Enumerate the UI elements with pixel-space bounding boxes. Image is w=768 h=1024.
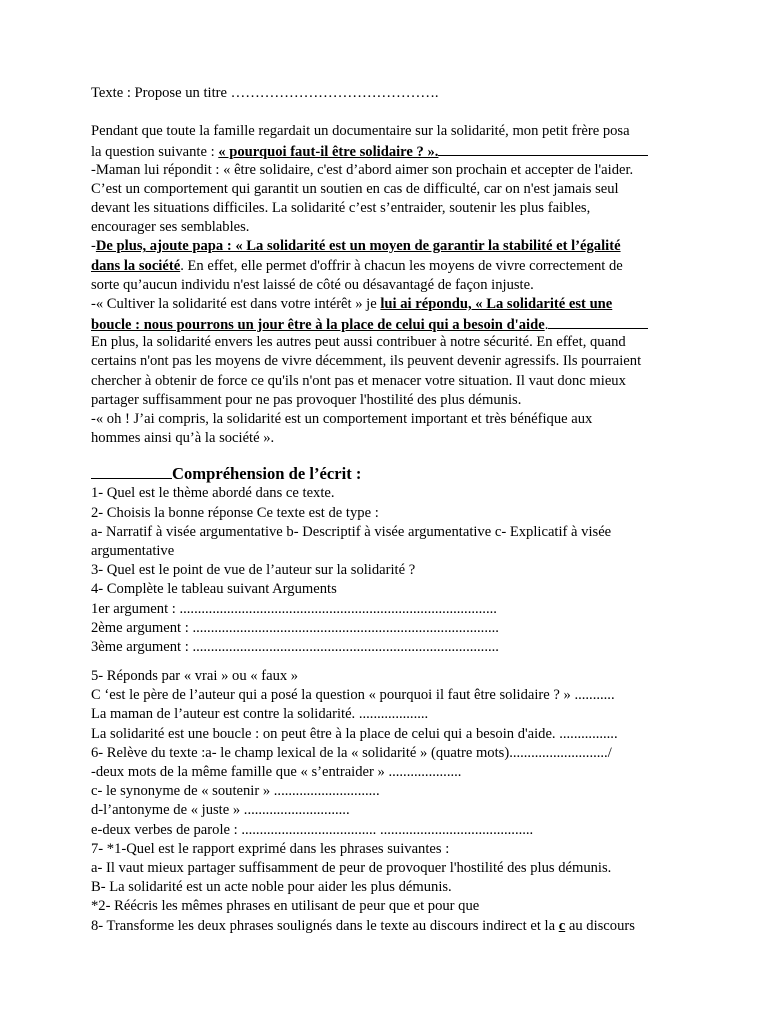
argument-2-line: 2ème argument : .................................................................................... [91, 619, 499, 636]
spacer [91, 657, 681, 667]
text-line: En plus, la solidarité envers les autres peut aussi contribuer à notre sécurité. En effet, quand [91, 334, 626, 351]
question-7-2: *2- Réécris les mêmes phrases en utilisant de peur que et pour que [91, 898, 480, 915]
underline-rule [548, 314, 648, 329]
text-line: sorte qu’aucun individu n'est laissé de côté ou désavantagé de façon injuste. [91, 276, 534, 293]
question-1: 1- Quel est le thème abordé dans ce texte. [91, 485, 335, 502]
question-6-b: -deux mots de la même famille que « s’entraider » .................... [91, 764, 462, 780]
question-2-options-cont: argumentative [91, 542, 175, 559]
text-segment: au discours [565, 917, 635, 934]
text-line: C’est un comportement qui garantit un soutien en cas de difficulté, car on n'est jamais seul [91, 180, 619, 197]
question-5-statement: La maman de l’auteur est contre la solidarité. ................... [91, 706, 429, 723]
text-line: devant les situations difficiles. La solidarité c’est s’entraider, soutenir les plus faibles, [91, 199, 591, 216]
text-line [91, 314, 681, 333]
question-8 [91, 917, 681, 936]
question-5: 5- Réponds par « vrai » ou « faux » [91, 668, 299, 685]
text-segment: . [544, 317, 549, 334]
text-line [91, 141, 681, 160]
question-2-options: a- Narratif à visée argumentative b- Descriptif à visée argumentative c- Explicatif à visée [91, 523, 612, 540]
underlined-sentence-2-end: boucle : nous pourrons un jour être à la place de celui qui a besoin d'aide [91, 317, 545, 334]
section-heading-text: Compréhension de l’écrit : [172, 464, 362, 484]
section-heading [91, 462, 681, 484]
argument-3-line: 3ème argument : .................................................................................... [91, 638, 499, 655]
spacer [91, 448, 681, 462]
question-2: 2- Choisis la bonne réponse Ce texte est de type : [91, 504, 379, 521]
question-6: 6- Relève du texte :a- le champ lexical de la « solidarité » (quatre mots).........................../ [91, 744, 612, 761]
text-line: -Maman lui répondit : « être solidaire, c'est d’abord aimer son prochain et accepter de l'aider. [91, 161, 634, 178]
text-segment: la question suivante : [91, 144, 219, 161]
question-6-d: d-l’antonyme de « juste » ............................. [91, 802, 350, 819]
text-line: -« oh ! J’ai compris, la solidarité est un comportement important et très bénéfique aux [91, 411, 593, 427]
argument-1-line: 1er argument : ....................................................................................... [91, 600, 497, 617]
underlined-letter: c [558, 917, 566, 934]
question-5-statement: La solidarité est une boucle : on peut être à la place de celui qui a besoin d'aide. ................ [91, 725, 618, 742]
spacer [91, 103, 681, 122]
underlined-sentence-1: De plus, ajoute papa : « La solidarité est un moyen de garantir la stabilité et l’égalité [95, 238, 621, 255]
text-segment: 8- Transforme les deux phrases soulignés dans le texte au discours indirect et la [91, 917, 559, 934]
title-prompt: Texte : Propose un titre ……………………………………. [91, 85, 439, 101]
text-line [91, 295, 681, 314]
question-5-statement: C ‘est le père de l’auteur qui a posé la question « pourquoi il faut être solidaire ? » ........... [91, 687, 615, 704]
question-6-e: e-deux verbes de parole : ..................................... .......................................... [91, 821, 534, 838]
heading-blank-rule [91, 462, 172, 479]
question-6-c: c- le synonyme de « soutenir » ............................. [91, 783, 380, 800]
underlined-sentence-1-end: dans la société [91, 257, 181, 274]
text-segment: -« Cultiver la solidarité est dans votre intérêt » je [91, 295, 381, 312]
question-4: 4- Complète le tableau suivant Arguments [91, 581, 337, 598]
text-line: certains n'ont pas les moyens de vivre décemment, ils peuvent devenir agressifs. Ils pourraient [91, 353, 642, 370]
text-line: encourager ses semblables. [91, 219, 250, 236]
underlined-sentence-2: lui ai répondu, « La solidarité est une [380, 295, 613, 312]
underline-rule [438, 141, 648, 156]
text-segment: . En effet, elle permet d'offrir à chacun les moyens de vivre correctement de [180, 257, 623, 274]
text-line: chercher à obtenir de force ce qu'ils n'ont pas et menacer votre situation. Il vaut donc mieux [91, 372, 626, 389]
question-7-b: B- La solidarité est un acte noble pour aider les plus démunis. [91, 879, 452, 896]
underlined-question: « pourquoi faut-il être solidaire ? ». [218, 144, 439, 161]
text-line: partager suffisamment pour ne pas provoquer l'hostilité des plus démunis. [91, 391, 522, 408]
worksheet-page [91, 84, 681, 936]
text-line: Pendant que toute la famille regardait un documentaire sur la solidarité, mon petit frère posa [91, 123, 630, 140]
question-7: 7- *1-Quel est le rapport exprimé dans les phrases suivantes : [91, 840, 450, 857]
question-3: 3- Quel est le point de vue de l’auteur sur la solidarité ? [91, 562, 416, 579]
question-7-a: a- Il vaut mieux partager suffisamment de peur de provoquer l'hostilité des plus démunis. [91, 859, 612, 876]
text-segment: - [91, 238, 96, 255]
text-line [91, 237, 681, 256]
text-line [91, 257, 681, 276]
text-line: hommes ainsi qu’à la société ». [91, 430, 275, 447]
